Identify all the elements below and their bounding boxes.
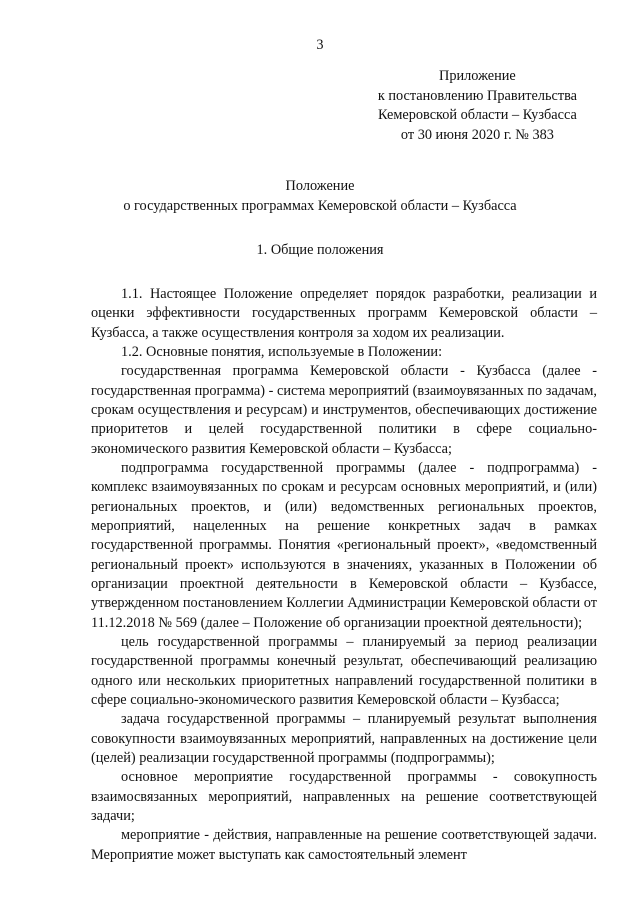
paragraph: 1.1. Настоящее Положение определяет порядок разработки, реализации и оценки эффективности государственных программ Кемеровской области – Кузбасса, а также осуществления контроля за ходом их реализации. bbox=[91, 286, 597, 341]
paragraph: государственная программа Кемеровской области - Кузбасса (далее - государственная программа) - система мероприятий (взаимоувязанных по задачам, срокам осуществления и ресурсам) и инструментов, обеспечивающих достижение приоритетов и целей государственной политики в сфере социально-экономического развития Кемеровской области – Кузбасса; bbox=[91, 363, 597, 457]
appendix-line: Кемеровской области – Кузбасса bbox=[378, 107, 577, 123]
body-text bbox=[91, 285, 597, 865]
page-number: 3 bbox=[316, 37, 324, 53]
paragraph: мероприятие - действия, направленные на решение соответствующей задачи. Мероприятие может выступать как самостоятельный элемент bbox=[91, 827, 597, 863]
paragraph: цель государственной программы – планируемый за период реализации государственной программы конечный результат, обеспечивающий реализацию одного или нескольких приоритетных направлений государственной политики в сфере социально-экономического развития Кемеровской области – Кузбасса; bbox=[91, 633, 597, 708]
subtitle-line: о государственных программах Кемеровской области – Кузбасса bbox=[123, 197, 517, 214]
section-heading: 1. Общие положения bbox=[256, 242, 384, 258]
document-title bbox=[0, 177, 640, 216]
paragraph: задача государственной программы – планируемый результат выполнения совокупности взаимоувязанных мероприятий, направленных на достижение цели (целей) реализации государственной программы (подпрограммы); bbox=[91, 711, 597, 766]
title-line: Положение bbox=[285, 178, 355, 194]
paragraph: основное мероприятие государственной программы - совокупность взаимосвязанных мероприятий, направленных на решение соответствующей задачи; bbox=[91, 769, 597, 824]
paragraph: 1.2. Основные понятия, используемые в Положении: bbox=[121, 343, 443, 360]
paragraph: подпрограмма государственной программы (далее - подпрограмма) - комплекс взаимоувязанных по срокам и ресурсам основных мероприятий, и (или) региональных проектов, и (или) ведомственных региональных проектов, мероприятий, нацеленных на решение конкретных задач в рамках государственной программы. Понятия «региональный проект», «ведомственный региональный проект» используются в значениях, указанных в Положении об организации проектной деятельности в Кемеровской области – Кузбассе, утвержденном постановлением Коллегии Администрации Кемеровской области от 11.12.2018 № 569 (далее – Положение об организации проектной деятельности); bbox=[91, 459, 597, 631]
appendix-line: от 30 июня 2020 г. № 383 bbox=[400, 126, 554, 143]
appendix-line: к постановлению Правительства bbox=[377, 87, 577, 104]
appendix-line: Приложение bbox=[439, 68, 516, 84]
appendix-block bbox=[378, 67, 577, 145]
